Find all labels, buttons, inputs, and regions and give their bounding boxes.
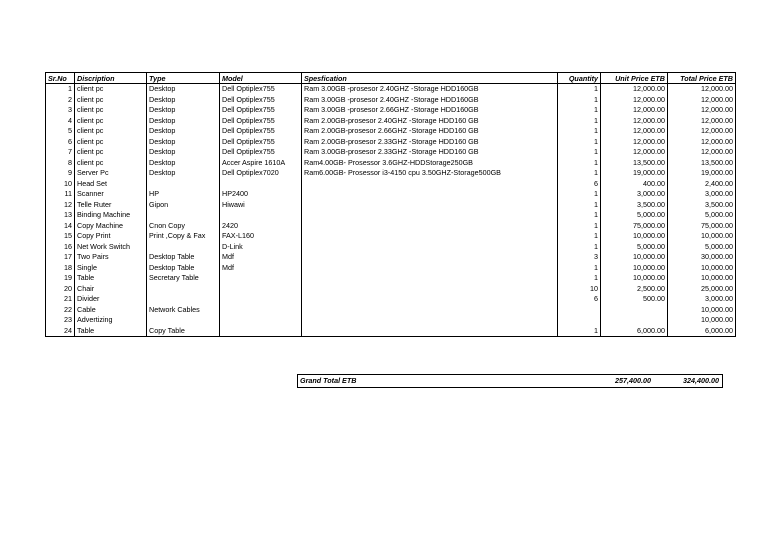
cell-model: Dell Optiplex755 <box>220 84 302 95</box>
cell-unit-price: 6,000.00 <box>601 326 668 337</box>
cell-unit-price: 10,000.00 <box>601 231 668 242</box>
cell-unit-price: 19,000.00 <box>601 168 668 179</box>
cell-description: client pc <box>75 105 147 116</box>
cell-specification <box>302 315 558 326</box>
cell-unit-price <box>601 315 668 326</box>
cell-model: 2420 <box>220 221 302 232</box>
cell-description: Table <box>75 273 147 284</box>
header-quantity: Quantity <box>558 73 601 84</box>
cell-total-price: 12,000.00 <box>668 116 736 127</box>
cell-quantity: 1 <box>558 189 601 200</box>
cell-sr-no: 6 <box>46 137 75 148</box>
cell-quantity: 1 <box>558 95 601 106</box>
cell-model: Mdf <box>220 252 302 263</box>
cell-unit-price: 12,000.00 <box>601 126 668 137</box>
cell-sr-no: 7 <box>46 147 75 158</box>
cell-unit-price: 13,500.00 <box>601 158 668 169</box>
cell-model <box>220 315 302 326</box>
table-row <box>46 158 736 169</box>
cell-unit-price: 12,000.00 <box>601 105 668 116</box>
cell-sr-no: 15 <box>46 231 75 242</box>
cell-specification: Ram4.00GB- Prosessor 3.6GHZ-HDDStorage250GB <box>302 158 558 169</box>
cell-description: client pc <box>75 147 147 158</box>
cell-specification <box>302 179 558 190</box>
cell-specification: Ram 3.00GB -prosesor 2.40GHZ -Storage HDD160GB <box>302 84 558 95</box>
cell-specification <box>302 326 558 337</box>
cell-description: Table <box>75 326 147 337</box>
cell-type: Desktop <box>147 147 220 158</box>
header-type: Type <box>147 73 220 84</box>
table-row <box>46 252 736 263</box>
cell-total-price: 12,000.00 <box>668 105 736 116</box>
cell-model: Dell Optiplex755 <box>220 147 302 158</box>
cell-type: Desktop Table <box>147 252 220 263</box>
grand-total-total-price: 324,400.00 <box>683 376 719 385</box>
cell-type <box>147 294 220 305</box>
cell-description: Server Pc <box>75 168 147 179</box>
cell-unit-price: 12,000.00 <box>601 137 668 148</box>
cell-total-price: 19,000.00 <box>668 168 736 179</box>
cell-model: Dell Optiplex755 <box>220 105 302 116</box>
cell-type: Desktop <box>147 84 220 95</box>
cell-description: Cable <box>75 305 147 316</box>
cell-type: Secretary Table <box>147 273 220 284</box>
cell-model: Dell Optiplex755 <box>220 95 302 106</box>
table-row <box>46 210 736 221</box>
cell-type: HP <box>147 189 220 200</box>
cell-sr-no: 19 <box>46 273 75 284</box>
cell-type: Desktop <box>147 95 220 106</box>
cell-total-price: 3,000.00 <box>668 294 736 305</box>
cell-total-price: 25,000.00 <box>668 284 736 295</box>
cell-description: Binding Machine <box>75 210 147 221</box>
cell-quantity: 1 <box>558 273 601 284</box>
cell-unit-price: 12,000.00 <box>601 95 668 106</box>
cell-description: Single <box>75 263 147 274</box>
cell-model: D-Link <box>220 242 302 253</box>
table-row <box>46 273 736 284</box>
cell-sr-no: 14 <box>46 221 75 232</box>
cell-specification: Ram 3.00GB -prosesor 2.40GHZ -Storage HDD160GB <box>302 95 558 106</box>
cell-quantity: 1 <box>558 147 601 158</box>
table-row <box>46 315 736 326</box>
cell-model: Dell Optiplex755 <box>220 126 302 137</box>
header-model: Model <box>220 73 302 84</box>
cell-unit-price: 10,000.00 <box>601 273 668 284</box>
table-row <box>46 137 736 148</box>
cell-description: Net Work Switch <box>75 242 147 253</box>
cell-description: client pc <box>75 126 147 137</box>
cell-sr-no: 16 <box>46 242 75 253</box>
inventory-sheet <box>45 72 733 337</box>
table-row <box>46 231 736 242</box>
cell-unit-price: 400.00 <box>601 179 668 190</box>
table-row <box>46 284 736 295</box>
cell-unit-price: 3,000.00 <box>601 189 668 200</box>
cell-type: Network Cables <box>147 305 220 316</box>
cell-specification: Ram 3.00GB -prosesor 2.66GHZ -Storage HDD160GB <box>302 105 558 116</box>
cell-specification: Ram6.00GB- Prosessor i3-4150 cpu 3.50GHZ-Storage500GB <box>302 168 558 179</box>
cell-specification <box>302 284 558 295</box>
grand-total-label: Grand Total ETB <box>300 376 357 385</box>
cell-sr-no: 18 <box>46 263 75 274</box>
table-row <box>46 305 736 316</box>
cell-type: Desktop <box>147 168 220 179</box>
cell-sr-no: 4 <box>46 116 75 127</box>
cell-unit-price: 2,500.00 <box>601 284 668 295</box>
cell-model <box>220 210 302 221</box>
cell-model: HP2400 <box>220 189 302 200</box>
cell-model <box>220 305 302 316</box>
cell-model: Dell Optiplex755 <box>220 116 302 127</box>
cell-quantity: 1 <box>558 126 601 137</box>
cell-unit-price: 3,500.00 <box>601 200 668 211</box>
table-row <box>46 326 736 337</box>
cell-unit-price: 5,000.00 <box>601 242 668 253</box>
cell-quantity: 1 <box>558 105 601 116</box>
cell-sr-no: 9 <box>46 168 75 179</box>
header-total-price: Total Price ETB <box>668 73 736 84</box>
cell-description: Scanner <box>75 189 147 200</box>
cell-sr-no: 20 <box>46 284 75 295</box>
cell-description: client pc <box>75 95 147 106</box>
cell-sr-no: 23 <box>46 315 75 326</box>
cell-type: Desktop <box>147 116 220 127</box>
cell-description: Divider <box>75 294 147 305</box>
cell-total-price: 5,000.00 <box>668 242 736 253</box>
cell-model <box>220 326 302 337</box>
cell-quantity <box>558 315 601 326</box>
table-row <box>46 168 736 179</box>
cell-description: Copy Print <box>75 231 147 242</box>
cell-quantity: 1 <box>558 168 601 179</box>
cell-total-price: 12,000.00 <box>668 84 736 95</box>
cell-description: client pc <box>75 116 147 127</box>
cell-specification <box>302 294 558 305</box>
cell-unit-price: 5,000.00 <box>601 210 668 221</box>
cell-specification <box>302 221 558 232</box>
cell-sr-no: 22 <box>46 305 75 316</box>
cell-type: Desktop Table <box>147 263 220 274</box>
cell-unit-price: 500.00 <box>601 294 668 305</box>
cell-unit-price <box>601 305 668 316</box>
cell-specification <box>302 189 558 200</box>
cell-quantity: 1 <box>558 326 601 337</box>
header-sr-no: Sr.No <box>46 73 75 84</box>
cell-specification <box>302 200 558 211</box>
cell-specification <box>302 210 558 221</box>
cell-quantity: 1 <box>558 210 601 221</box>
table-row <box>46 189 736 200</box>
table-row <box>46 105 736 116</box>
cell-sr-no: 2 <box>46 95 75 106</box>
cell-sr-no: 8 <box>46 158 75 169</box>
cell-quantity: 10 <box>558 284 601 295</box>
cell-model <box>220 179 302 190</box>
cell-description: Copy Machine <box>75 221 147 232</box>
cell-total-price: 12,000.00 <box>668 126 736 137</box>
cell-specification: Ram 2.00GB-prosesor 2.66GHZ -Storage HDD160 GB <box>302 126 558 137</box>
cell-quantity: 1 <box>558 84 601 95</box>
cell-specification: Ram 2.00GB-prosesor 2.33GHZ -Storage HDD160 GB <box>302 137 558 148</box>
cell-type <box>147 210 220 221</box>
inventory-table <box>45 72 736 337</box>
table-row <box>46 179 736 190</box>
cell-model: Dell Optiplex755 <box>220 137 302 148</box>
cell-model <box>220 273 302 284</box>
cell-description: Advertizing <box>75 315 147 326</box>
cell-sr-no: 17 <box>46 252 75 263</box>
cell-quantity: 1 <box>558 200 601 211</box>
cell-total-price: 13,500.00 <box>668 158 736 169</box>
cell-description: Two Pairs <box>75 252 147 263</box>
cell-description: Chair <box>75 284 147 295</box>
cell-specification <box>302 252 558 263</box>
cell-quantity <box>558 305 601 316</box>
cell-type: Desktop <box>147 137 220 148</box>
cell-quantity: 1 <box>558 221 601 232</box>
cell-unit-price: 12,000.00 <box>601 116 668 127</box>
cell-description: client pc <box>75 84 147 95</box>
cell-model <box>220 294 302 305</box>
header-description: Discription <box>75 73 147 84</box>
table-row <box>46 84 736 95</box>
cell-unit-price: 75,000.00 <box>601 221 668 232</box>
cell-specification <box>302 273 558 284</box>
cell-sr-no: 5 <box>46 126 75 137</box>
cell-type: Print ,Copy & Fax <box>147 231 220 242</box>
cell-sr-no: 21 <box>46 294 75 305</box>
cell-total-price: 10,000.00 <box>668 231 736 242</box>
cell-quantity: 1 <box>558 137 601 148</box>
grand-total-unit-price: 257,400.00 <box>615 376 651 385</box>
cell-model: FAX-L160 <box>220 231 302 242</box>
table-row <box>46 263 736 274</box>
table-row <box>46 294 736 305</box>
cell-total-price: 2,400.00 <box>668 179 736 190</box>
cell-total-price: 12,000.00 <box>668 137 736 148</box>
cell-total-price: 30,000.00 <box>668 252 736 263</box>
cell-unit-price: 10,000.00 <box>601 263 668 274</box>
cell-type: Desktop <box>147 105 220 116</box>
table-row <box>46 200 736 211</box>
cell-description: Telle Ruter <box>75 200 147 211</box>
cell-type <box>147 242 220 253</box>
cell-quantity: 1 <box>558 158 601 169</box>
cell-total-price: 10,000.00 <box>668 263 736 274</box>
cell-unit-price: 12,000.00 <box>601 147 668 158</box>
cell-type <box>147 315 220 326</box>
cell-specification <box>302 231 558 242</box>
cell-sr-no: 13 <box>46 210 75 221</box>
cell-total-price: 10,000.00 <box>668 315 736 326</box>
header-row <box>46 73 736 84</box>
cell-sr-no: 3 <box>46 105 75 116</box>
cell-total-price: 12,000.00 <box>668 147 736 158</box>
cell-sr-no: 10 <box>46 179 75 190</box>
table-row <box>46 126 736 137</box>
header-specification: Spesfication <box>302 73 558 84</box>
cell-unit-price: 10,000.00 <box>601 252 668 263</box>
cell-total-price: 5,000.00 <box>668 210 736 221</box>
cell-quantity: 1 <box>558 231 601 242</box>
cell-quantity: 1 <box>558 263 601 274</box>
cell-model <box>220 284 302 295</box>
cell-sr-no: 12 <box>46 200 75 211</box>
cell-model: Mdf <box>220 263 302 274</box>
cell-specification: Ram 2.00GB-prosesor 2.40GHZ -Storage HDD160 GB <box>302 116 558 127</box>
cell-total-price: 3,500.00 <box>668 200 736 211</box>
cell-type: Desktop <box>147 158 220 169</box>
cell-total-price: 10,000.00 <box>668 305 736 316</box>
cell-unit-price: 12,000.00 <box>601 84 668 95</box>
cell-model: Hiwawi <box>220 200 302 211</box>
cell-model: Dell Optiplex7020 <box>220 168 302 179</box>
cell-type <box>147 179 220 190</box>
cell-specification <box>302 263 558 274</box>
cell-total-price: 3,000.00 <box>668 189 736 200</box>
cell-total-price: 75,000.00 <box>668 221 736 232</box>
table-row <box>46 116 736 127</box>
cell-specification: Ram 3.00GB-prosesor 2.33GHZ -Storage HDD160 GB <box>302 147 558 158</box>
cell-description: Head Set <box>75 179 147 190</box>
table-row <box>46 147 736 158</box>
cell-specification <box>302 242 558 253</box>
table-body <box>46 84 736 337</box>
cell-type <box>147 284 220 295</box>
cell-model: Accer Aspire 1610A <box>220 158 302 169</box>
cell-quantity: 1 <box>558 116 601 127</box>
cell-total-price: 12,000.00 <box>668 95 736 106</box>
cell-sr-no: 11 <box>46 189 75 200</box>
cell-type: Gipon <box>147 200 220 211</box>
cell-description: client pc <box>75 158 147 169</box>
cell-sr-no: 1 <box>46 84 75 95</box>
cell-quantity: 1 <box>558 242 601 253</box>
cell-quantity: 6 <box>558 179 601 190</box>
grand-total-row <box>297 374 723 388</box>
cell-type: Cnon Copy <box>147 221 220 232</box>
cell-total-price: 10,000.00 <box>668 273 736 284</box>
cell-specification <box>302 305 558 316</box>
table-row <box>46 221 736 232</box>
cell-type: Copy Table <box>147 326 220 337</box>
cell-type: Desktop <box>147 126 220 137</box>
cell-sr-no: 24 <box>46 326 75 337</box>
header-unit-price: Unit Price ETB <box>601 73 668 84</box>
table-row <box>46 95 736 106</box>
table-row <box>46 242 736 253</box>
cell-description: client pc <box>75 137 147 148</box>
cell-quantity: 3 <box>558 252 601 263</box>
cell-total-price: 6,000.00 <box>668 326 736 337</box>
cell-quantity: 6 <box>558 294 601 305</box>
